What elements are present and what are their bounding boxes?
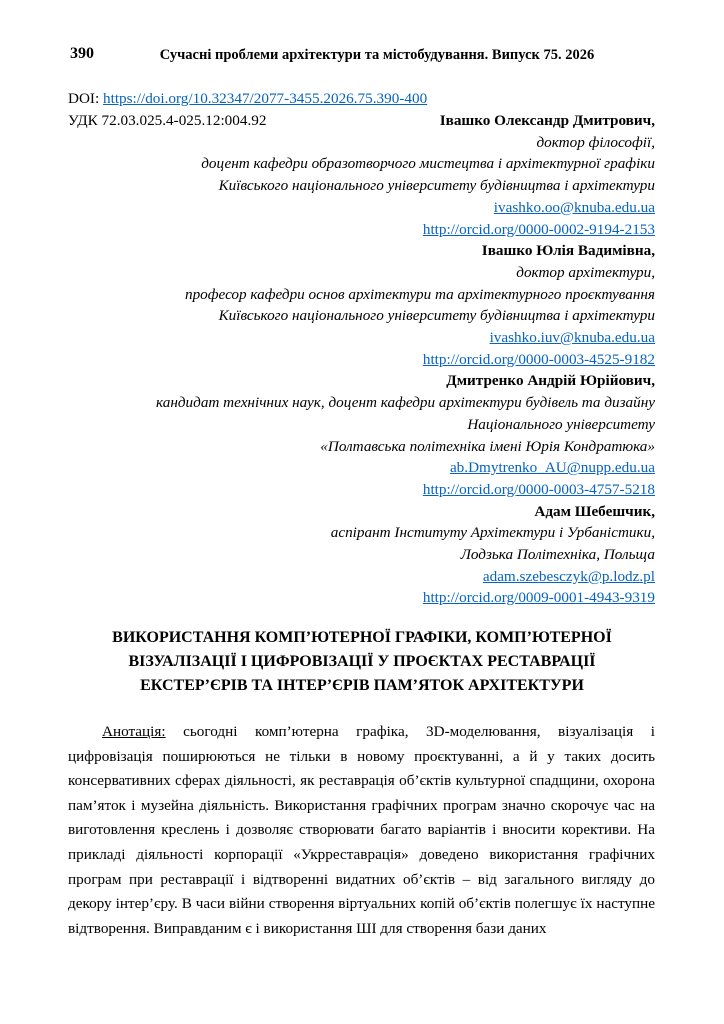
author-block: [68, 501, 655, 610]
author-email-link[interactable]: ivashko.iuv@knuba.edu.ua: [489, 329, 655, 347]
author-orcid-link[interactable]: http://orcid.org/0000-0003-4525-9182: [422, 350, 655, 368]
doi-line: [68, 88, 655, 110]
author-block: [68, 240, 655, 370]
author-affiliation: Національного університету: [467, 415, 655, 433]
article-title: [70, 626, 654, 698]
author-affiliation: «Полтавська політехніка імені Юрія Кондратюка»: [320, 437, 655, 455]
author-position: кандидат технічних наук, доцент кафедри архітектури будівель та дизайну: [156, 394, 655, 412]
page-header: [70, 40, 654, 70]
author-orcid-link[interactable]: http://orcid.org/0000-0002-9194-2153: [422, 220, 655, 238]
udk-code: УДК 72.03.025.4-025.12:004.92: [68, 112, 267, 129]
author-position: доцент кафедри образотворчого мистецтва і архітектурної графіки: [201, 155, 655, 173]
abstract: [68, 720, 655, 941]
title-line: ЕКСТЕР’ЄРІВ ТА ІНТЕР’ЄРІВ ПАМ’ЯТОК АРХІТЕКТУРИ: [140, 677, 584, 694]
abstract-text: сьогодні комп’ютерна графіка, 3D-моделювання, візуалізація і цифровізація поширюються не тільки в новому проєктуванні, а й у таких досить консервативних сферах діяльності, як реставрація об’єктів культурної спадщини, охорона пам’яток і музейна діяльність. Використання графічних програм значно скорочує час на виготовлення креслень і дозволяє створювати багато варіантів і вносити корективи. На прикладі діяльності корпорації «Укрреставрація» доведено використання графічних програм при реставрації і відтворенні видатних об’єктів – від загального вигляду до декору інтер’єру. В часи війни створення віртуальних копій об’єктів полегшує їх наступне відтворення. Виправданим є і використання ШІ для створення бази даних: [68, 723, 655, 937]
author-degree: доктор архітектури,: [516, 263, 655, 281]
author-name: Івашко Олександр Дмитрович,: [439, 112, 655, 129]
author-affiliation: Київського національного університету будівництва і архітектури: [218, 177, 655, 195]
abstract-label: Анотація:: [102, 723, 166, 740]
author-affiliation: Київського національного університету будівництва і архітектури: [218, 307, 655, 325]
author-email-link[interactable]: adam.szebesczyk@p.lodz.pl: [482, 567, 655, 585]
author-list: [68, 110, 655, 609]
author-position: професор кафедри основ архітектури та архітектурного проєктування: [184, 285, 655, 303]
doi-link[interactable]: https://doi.org/10.32347/2077-3455.2026.75.390-400: [103, 90, 428, 107]
journal-title: Сучасні проблеми архітектури та містобудування. Випуск 75. 2026: [159, 47, 595, 63]
page-number: 390: [70, 45, 94, 62]
author-name: Адам Шебешчик,: [534, 502, 655, 520]
title-line: ВІЗУАЛІЗАЦІЇ І ЦИФРОВІЗАЦІЇ У ПРОЄКТАХ РЕСТАВРАЦІЇ: [128, 653, 596, 670]
author-orcid-link[interactable]: http://orcid.org/0009-0001-4943-9319: [422, 589, 655, 607]
author-position: аспірант Інституту Архітектури і Урбаністики,: [330, 524, 655, 542]
author-orcid-link[interactable]: http://orcid.org/0000-0003-4757-5218: [422, 480, 655, 498]
author-affiliation: Лодзька Політехніка, Польща: [460, 546, 655, 564]
author-email-link[interactable]: ab.Dmytrenko_AU@nupp.edu.ua: [449, 459, 655, 477]
author-degree: доктор філософії,: [536, 133, 655, 151]
doi-label: DOI:: [68, 90, 104, 107]
author-block: [68, 110, 655, 240]
author-block: [68, 370, 655, 500]
author-name: Івашко Юлія Вадимівна,: [481, 242, 655, 260]
author-name: Дмитренко Андрій Юрійович,: [446, 372, 655, 390]
author-email-link[interactable]: ivashko.oo@knuba.edu.ua: [493, 198, 655, 216]
title-line: ВИКОРИСТАННЯ КОМП’ЮТЕРНОЇ ГРАФІКИ, КОМП’ЮТЕРНОЇ: [112, 629, 612, 646]
